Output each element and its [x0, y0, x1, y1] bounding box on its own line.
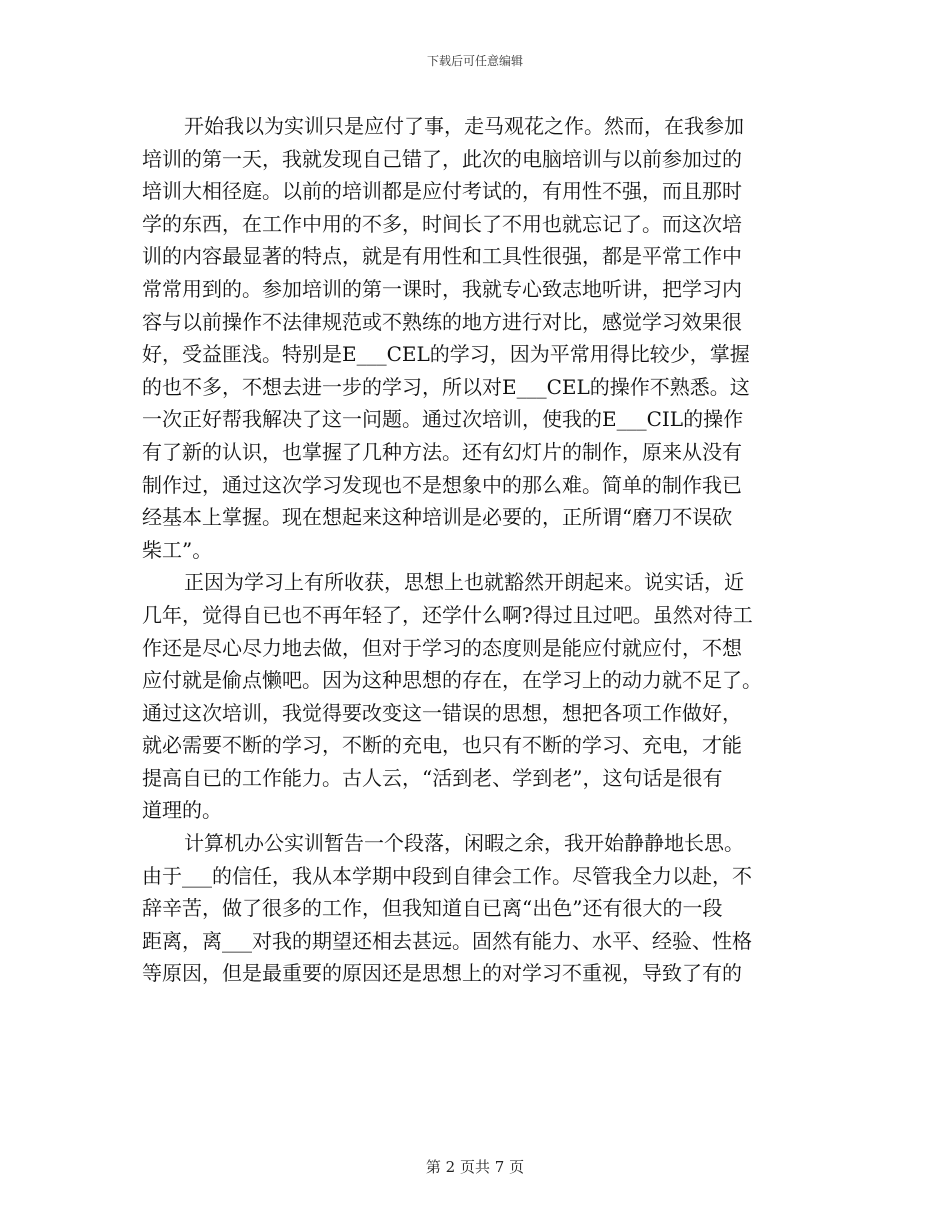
page-footer: 第 2 页共 7 页: [425, 1158, 525, 1176]
text-line: 学的东西，在工作中用的不多，时间长了不用也就忘记了。而这次培: [142, 211, 742, 236]
text-line: 有了新的认识，也掌握了几种方法。还有幻灯片的制作，原来从没有: [142, 439, 742, 464]
page-header: 下载后可任意编辑: [426, 54, 523, 68]
text-line: 计算机办公实训暂告一个段落，闲暇之余，我开始静静地长思。: [184, 831, 744, 856]
text-line: 正因为学习上有所收获，思想上也就豁然开朗起来。说实话，近: [184, 570, 744, 595]
text-line: 开始我以为实训只是应付了事，走马观花之作。然而，在我参加: [184, 114, 744, 138]
text-line: 制作过，通过这次学习发现也不是想象中的那么难。简单的制作我已: [142, 472, 742, 497]
text-line: 等原因，但是最重要的原因还是思想上的对学习不重视，导致了有的: [142, 961, 742, 986]
text-line: 柴工”。: [142, 537, 213, 562]
text-line: 由于___的信任，我从本学期中段到自律会工作。尽管我全力以赴，不: [142, 863, 752, 888]
text-line: 培训的第一天，我就发现自己错了，此次的电脑培训与以前参加过的: [142, 146, 742, 171]
text-line: 经基本上掌握。现在想起来这种培训是必要的，正所谓“磨刀不误砍: [142, 505, 733, 530]
text-line: 通过这次培训，我觉得要改变这一错误的思想，想把各项工作做好，: [142, 700, 742, 725]
text-line: 就必需要不断的学习，不断的充电，也只有不断的学习、充电，才能: [142, 733, 742, 758]
text-line: 几年，觉得自已也不再年轻了，还学什么啊?得过且过吧。虽然对待工: [142, 602, 753, 627]
text-line: 好，受益匪浅。特别是E___CEL的学习，因为平常用得比较少，掌握: [142, 342, 750, 367]
text-line: 作还是尽心尽力地去做，但对于学习的态度则是能应付就应付，不想: [142, 635, 742, 660]
text-line: 提高自已的工作能力。古人云，“活到老、学到老”，这句话是很有: [142, 765, 723, 790]
text-line: 一次正好帮我解决了这一问题。通过次培训，使我的E___CIL的操作: [142, 407, 744, 432]
text-line: 容与以前操作不法律规范或不熟练的地方进行对比，感觉学习效果很: [142, 309, 742, 334]
text-line: 培训大相径庭。以前的培训都是应付考试的，有用性不强，而且那时: [142, 179, 742, 204]
text-line: 训的内容最显著的特点，就是有用性和工具性很强，都是平常工作中: [142, 244, 742, 269]
text-line: 道理的。: [142, 798, 222, 823]
text-line: 应付就是偷点懒吧。因为这种思想的存在，在学习上的动力就不足了。: [142, 668, 762, 693]
body-text: [142, 110, 810, 990]
text-line: 的也不多，不想去进一步的学习，所以对E___CEL的操作不熟悉。这: [142, 374, 750, 399]
text-line: 辞辛苦，做了很多的工作，但我知道自已离“出色”还有很大的一段: [142, 896, 723, 921]
text-line: 常常用到的。参加培训的第一课时，我就专心致志地听讲，把学习内: [142, 276, 742, 301]
text-line: 距离，离___对我的期望还相去甚远。固然有能力、水平、经验、性格: [142, 928, 752, 953]
